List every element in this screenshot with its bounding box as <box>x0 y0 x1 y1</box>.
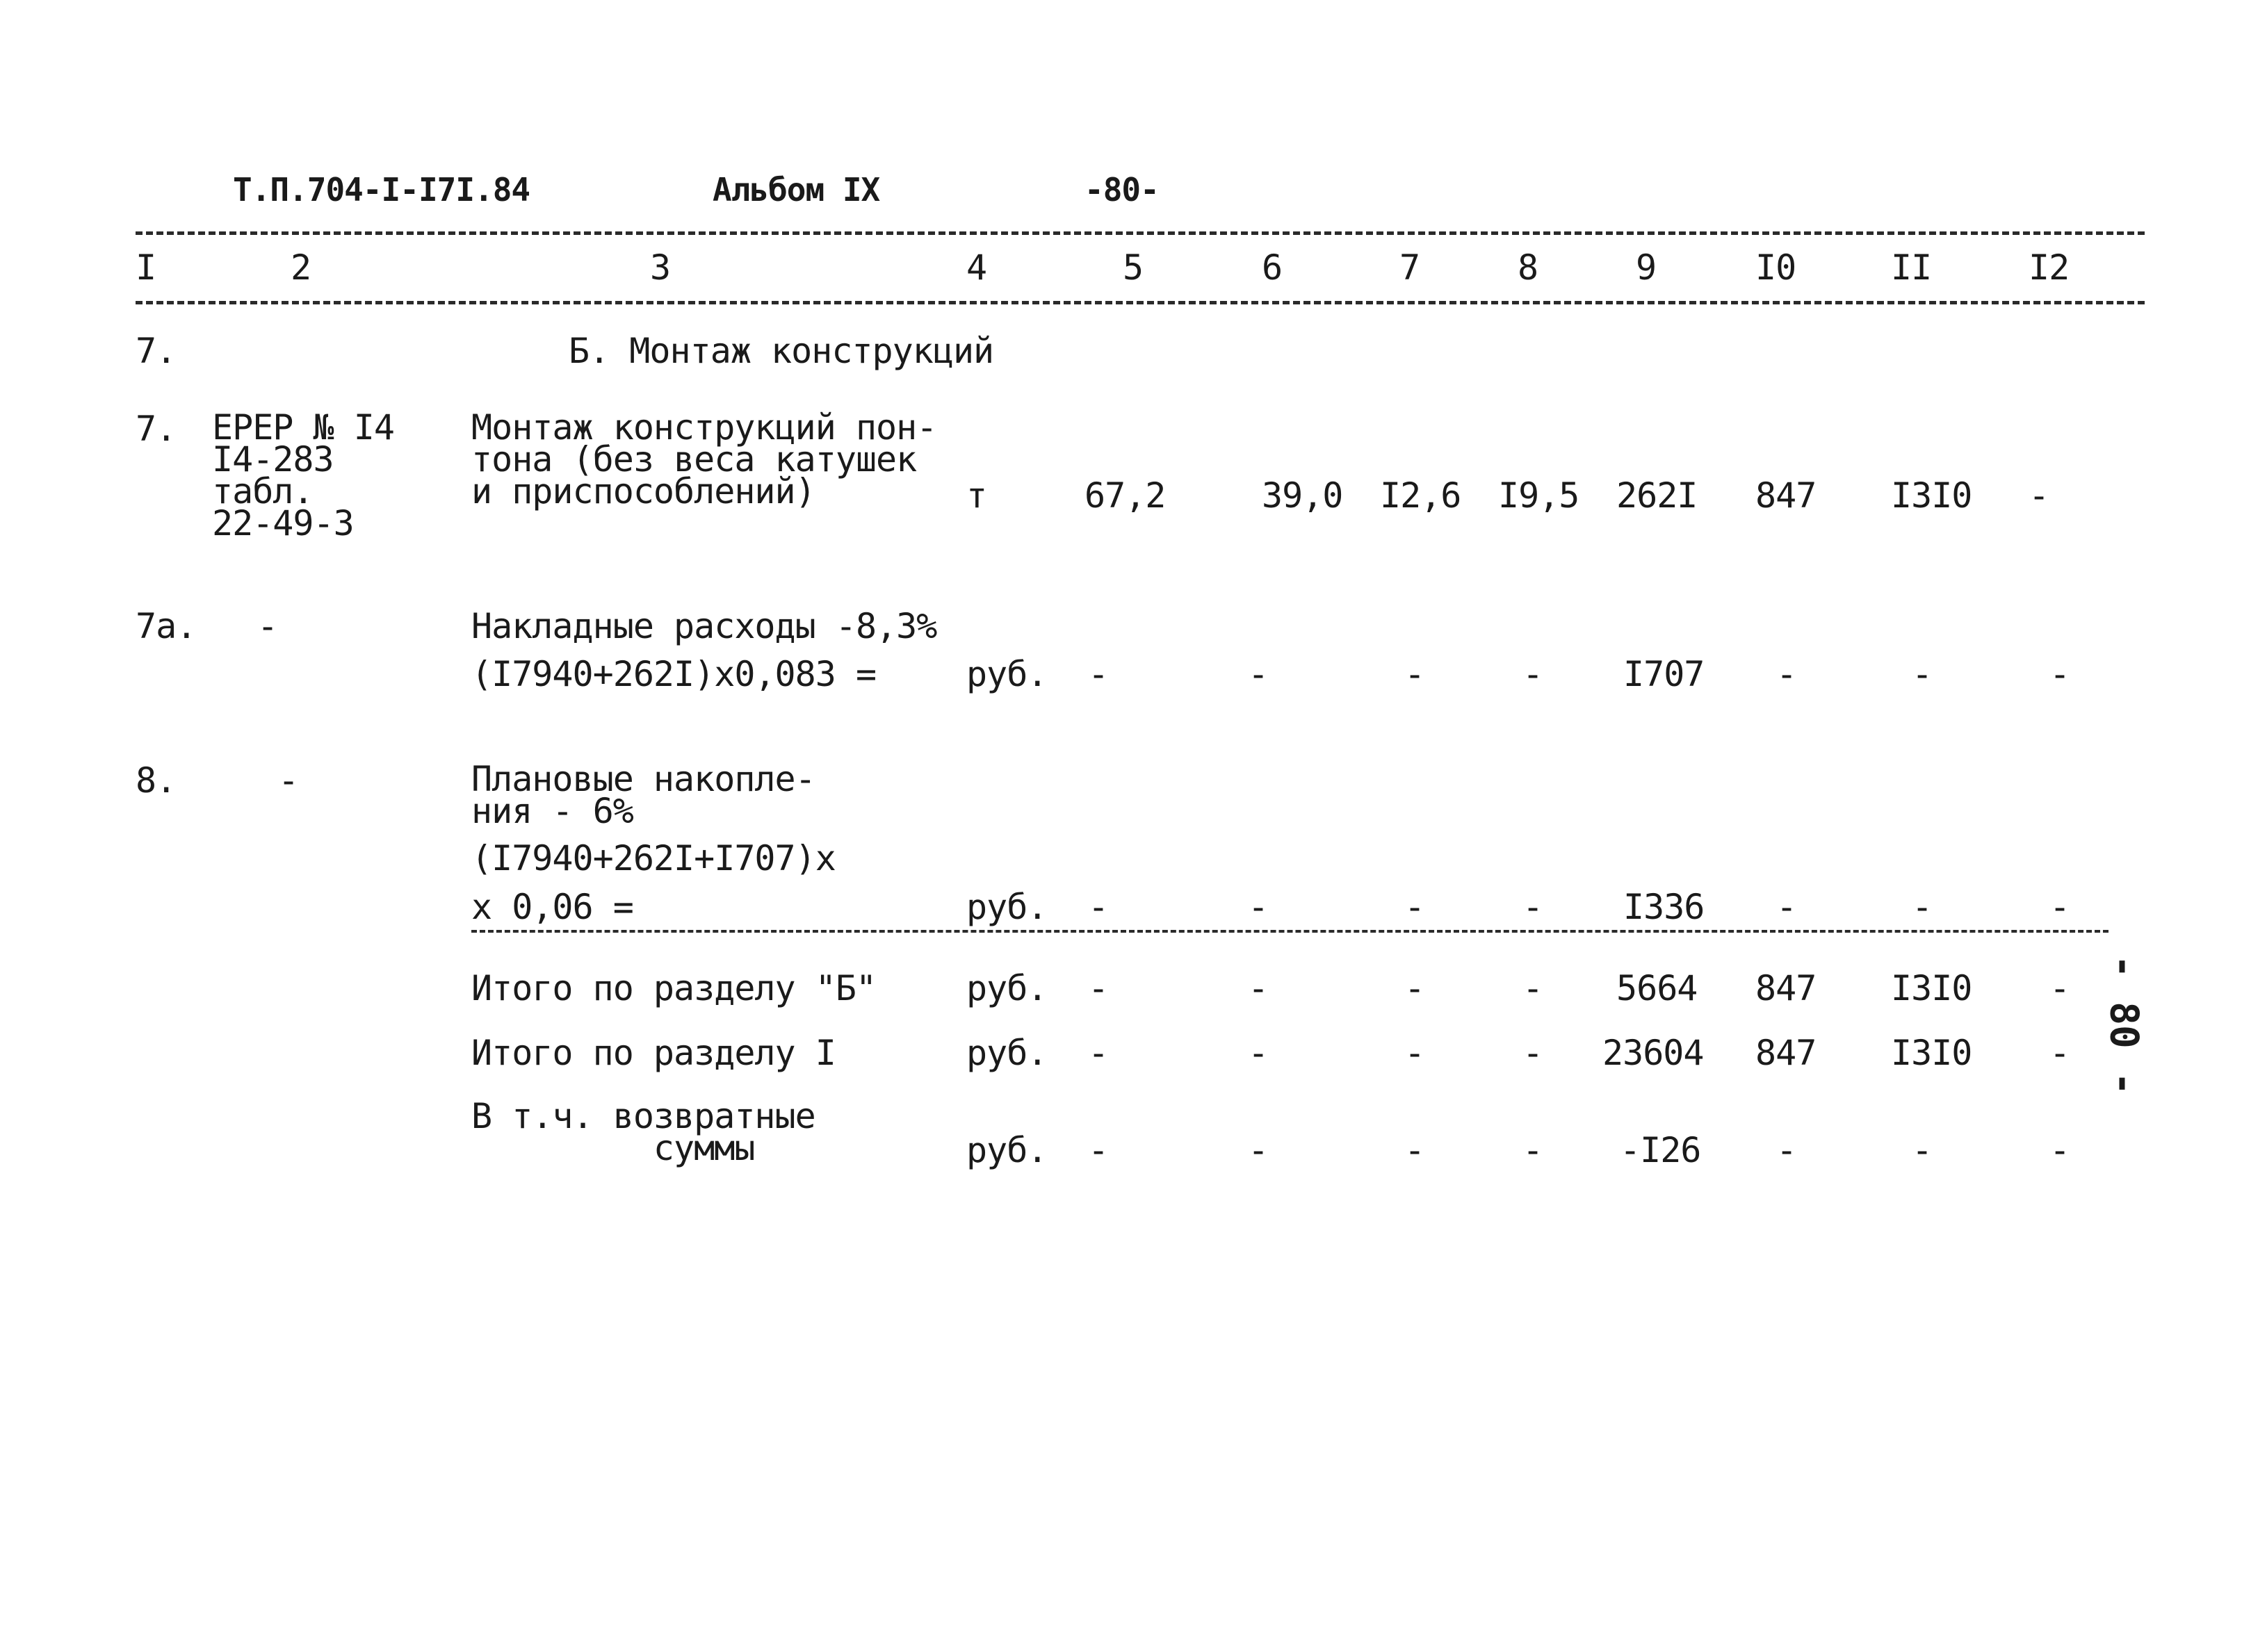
total-2-c12: - <box>2049 1033 2070 1073</box>
total-1-c11: I3I0 <box>1891 968 1972 1008</box>
row-2-c9: I707 <box>1623 654 1705 694</box>
row-2-c8: - <box>1522 654 1543 694</box>
total-3-c5: - <box>1088 1130 1109 1170</box>
row-1-c9: 262I <box>1616 475 1698 516</box>
row-1-c8: I9,5 <box>1498 475 1579 516</box>
total-2-desc: Итого по разделу I <box>471 1033 836 1073</box>
row-1-c6: 39,0 <box>1262 475 1343 516</box>
total-3-c8: - <box>1522 1130 1543 1170</box>
total-2-c9: 23604 <box>1602 1033 1704 1073</box>
row-2-c5: - <box>1088 654 1109 694</box>
section-number: 7. <box>136 331 177 371</box>
row-1-c10: 847 <box>1755 475 1817 516</box>
col-header-3: 3 <box>650 247 671 288</box>
row-3-desc-c: x 0,06 = <box>471 887 633 927</box>
total-3-c11: - <box>1912 1130 1933 1170</box>
total-2-c7: - <box>1404 1033 1425 1073</box>
side-page-number: - 80 - <box>2101 954 2147 1096</box>
row-3-c10: - <box>1776 887 1797 927</box>
total-3-c9: -I26 <box>1620 1130 1701 1170</box>
col-header-12: I2 <box>2029 247 2070 288</box>
row-3-c12: - <box>2049 887 2070 927</box>
doc-code: Т.П.704-I-I7I.84 <box>233 171 530 208</box>
col-header-2: 2 <box>291 247 311 288</box>
row-3-c11: - <box>1912 887 1933 927</box>
page-number: -80- <box>1084 171 1159 208</box>
total-1-c10: 847 <box>1755 968 1817 1008</box>
col-header-7: 7 <box>1399 247 1420 288</box>
total-2-unit: руб. <box>966 1033 1048 1073</box>
col-header-1: I <box>136 247 156 288</box>
total-1-c7: - <box>1404 968 1425 1008</box>
row-3-ref: - <box>278 760 299 801</box>
row-2-desc-2: (I7940+262I)x0,083 = <box>471 654 877 694</box>
row-1-c7: I2,6 <box>1380 475 1461 516</box>
row-3-c8: - <box>1522 887 1543 927</box>
total-1-desc: Итого по разделу "Б" <box>471 968 877 1008</box>
total-3-c12: - <box>2049 1130 2070 1170</box>
section-title: Б. Монтаж конструкций <box>569 331 994 371</box>
totals-rule <box>471 930 2108 933</box>
header-rule-bottom <box>136 301 2145 304</box>
row-1-unit: т <box>966 475 987 516</box>
header-rule-top <box>136 231 2145 235</box>
row-1-c12: - <box>2029 475 2049 516</box>
col-header-4: 4 <box>966 247 987 288</box>
total-1-unit: руб. <box>966 968 1048 1008</box>
row-2-c7: - <box>1404 654 1425 694</box>
col-header-6: 6 <box>1262 247 1283 288</box>
album-label: Альбом IX <box>713 171 880 208</box>
col-header-5: 5 <box>1123 247 1144 288</box>
total-1-c5: - <box>1088 968 1109 1008</box>
total-2-c10: 847 <box>1755 1033 1817 1073</box>
total-3-unit: руб. <box>966 1130 1048 1170</box>
total-1-c9: 5664 <box>1616 968 1698 1008</box>
row-2-unit: руб. <box>966 654 1048 694</box>
row-2-ref: - <box>257 606 278 646</box>
total-2-c6: - <box>1248 1033 1269 1073</box>
row-3-desc-a: Плановые накопле- ния - 6% <box>471 759 815 831</box>
row-3-c5: - <box>1088 887 1109 927</box>
total-1-c8: - <box>1522 968 1543 1008</box>
row-3-c6: - <box>1248 887 1269 927</box>
total-3-c6: - <box>1248 1130 1269 1170</box>
total-3-desc: В т.ч. возвратные суммы <box>471 1096 815 1168</box>
row-2-num: 7а. <box>136 606 197 646</box>
col-header-8: 8 <box>1518 247 1538 288</box>
col-header-11: II <box>1891 247 1932 288</box>
row-2-c12: - <box>2049 654 2070 694</box>
total-3-c7: - <box>1404 1130 1425 1170</box>
row-1-ref: ЕРЕР № I4 I4-283 табл. 22-49-3 <box>212 407 394 543</box>
col-header-9: 9 <box>1636 247 1657 288</box>
row-2-c6: - <box>1248 654 1269 694</box>
row-1-c5: 67,2 <box>1084 475 1166 516</box>
row-3-unit: руб. <box>966 887 1048 927</box>
total-1-c6: - <box>1248 968 1269 1008</box>
row-2-c11: - <box>1912 654 1933 694</box>
row-3-desc-b: (I7940+262I+I707)x <box>471 838 836 878</box>
total-1-c12: - <box>2049 968 2070 1008</box>
row-2-desc-1: Накладные расходы -8,3% <box>471 606 937 646</box>
row-1-num: 7. <box>136 409 177 449</box>
row-2-c10: - <box>1776 654 1797 694</box>
row-3-c9: I336 <box>1623 887 1705 927</box>
total-2-c8: - <box>1522 1033 1543 1073</box>
total-2-c11: I3I0 <box>1891 1033 1972 1073</box>
total-3-c10: - <box>1776 1130 1797 1170</box>
total-2-c5: - <box>1088 1033 1109 1073</box>
row-3-num: 8. <box>136 760 177 801</box>
row-1-c11: I3I0 <box>1891 475 1972 516</box>
col-header-10: I0 <box>1755 247 1796 288</box>
row-3-c7: - <box>1404 887 1425 927</box>
row-1-desc: Монтаж конструкций пон- тона (без веса катушек и приспособлений) <box>471 407 937 512</box>
